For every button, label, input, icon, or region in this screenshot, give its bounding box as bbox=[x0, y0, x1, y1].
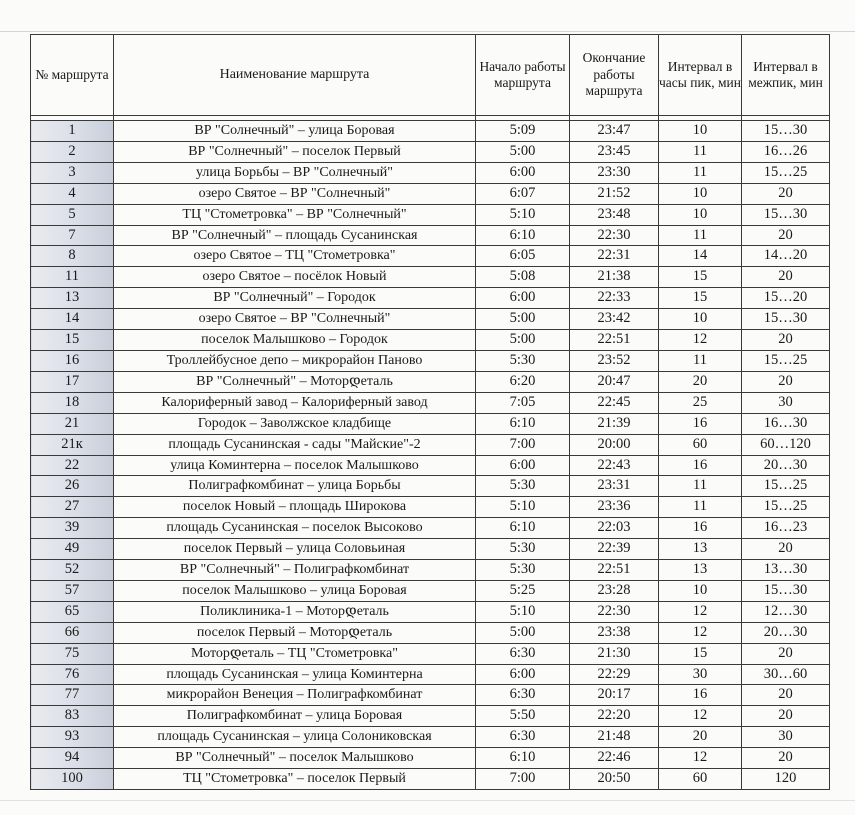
route-number-cell: 21к bbox=[31, 434, 114, 455]
route-name-cell: ВР "Солнечный" – улица Боровая bbox=[114, 121, 476, 142]
route-name-cell: поселок Новый – площадь Широкова bbox=[114, 497, 476, 518]
interval-peak-cell: 11 bbox=[659, 225, 742, 246]
table-row bbox=[31, 580, 830, 601]
table-row bbox=[31, 706, 830, 727]
table-row bbox=[31, 560, 830, 581]
end-time-cell: 22:33 bbox=[570, 288, 659, 309]
interval-offpeak-cell: 15…20 bbox=[742, 288, 830, 309]
route-name-cell: Моторდеталь – ТЦ "Стометровка" bbox=[114, 643, 476, 664]
route-number-cell: 1 bbox=[31, 121, 114, 142]
end-time-cell: 22:31 bbox=[570, 246, 659, 267]
route-number-cell: 75 bbox=[31, 643, 114, 664]
table-row bbox=[31, 392, 830, 413]
end-time-cell: 22:39 bbox=[570, 539, 659, 560]
interval-peak-cell: 60 bbox=[659, 434, 742, 455]
start-time-cell: 6:00 bbox=[476, 162, 570, 183]
route-number-cell: 11 bbox=[31, 267, 114, 288]
end-time-cell: 23:45 bbox=[570, 141, 659, 162]
end-time-cell: 22:20 bbox=[570, 706, 659, 727]
end-time-cell: 21:30 bbox=[570, 643, 659, 664]
interval-offpeak-cell: 20 bbox=[742, 643, 830, 664]
route-name-cell: озеро Святое – ТЦ "Стометровка" bbox=[114, 246, 476, 267]
start-time-cell: 6:30 bbox=[476, 643, 570, 664]
route-name-cell: улица Коминтерна – поселок Малышково bbox=[114, 455, 476, 476]
route-number-cell: 52 bbox=[31, 560, 114, 581]
table-row bbox=[31, 434, 830, 455]
start-time-cell: 5:00 bbox=[476, 141, 570, 162]
route-number-cell: 3 bbox=[31, 162, 114, 183]
interval-offpeak-cell: 30…60 bbox=[742, 664, 830, 685]
end-time-cell: 22:46 bbox=[570, 748, 659, 769]
interval-peak-cell: 12 bbox=[659, 601, 742, 622]
table-row bbox=[31, 497, 830, 518]
end-time-cell: 22:45 bbox=[570, 392, 659, 413]
route-name-cell: ТЦ "Стометровка" – ВР "Солнечный" bbox=[114, 204, 476, 225]
interval-peak-cell: 10 bbox=[659, 580, 742, 601]
route-number-cell: 5 bbox=[31, 204, 114, 225]
table-row bbox=[31, 601, 830, 622]
interval-offpeak-cell: 13…30 bbox=[742, 560, 830, 581]
interval-peak-cell: 10 bbox=[659, 183, 742, 204]
route-name-cell: площадь Сусанинская – улица Коминтерна bbox=[114, 664, 476, 685]
route-number-cell: 7 bbox=[31, 225, 114, 246]
route-name-cell: Полиграфкомбинат – улица Боровая bbox=[114, 706, 476, 727]
route-number-cell: 39 bbox=[31, 518, 114, 539]
table-row bbox=[31, 664, 830, 685]
table-row bbox=[31, 288, 830, 309]
route-name-cell: ВР "Солнечный" – площадь Сусанинская bbox=[114, 225, 476, 246]
interval-peak-cell: 11 bbox=[659, 350, 742, 371]
interval-peak-cell: 60 bbox=[659, 769, 742, 790]
route-number-cell: 94 bbox=[31, 748, 114, 769]
route-number-cell: 4 bbox=[31, 183, 114, 204]
interval-offpeak-cell: 20 bbox=[742, 330, 830, 351]
header-route-name: Наименование маршрута bbox=[114, 35, 476, 116]
end-time-cell: 22:30 bbox=[570, 601, 659, 622]
start-time-cell: 5:30 bbox=[476, 539, 570, 560]
route-number-cell: 14 bbox=[31, 309, 114, 330]
table-row bbox=[31, 267, 830, 288]
interval-peak-cell: 13 bbox=[659, 560, 742, 581]
route-name-cell: ВР "Солнечный" – поселок Первый bbox=[114, 141, 476, 162]
route-number-cell: 27 bbox=[31, 497, 114, 518]
table-row bbox=[31, 685, 830, 706]
interval-offpeak-cell: 20…30 bbox=[742, 455, 830, 476]
table-row bbox=[31, 622, 830, 643]
table-row bbox=[31, 246, 830, 267]
end-time-cell: 21:52 bbox=[570, 183, 659, 204]
table-row bbox=[31, 121, 830, 142]
interval-offpeak-cell: 20 bbox=[742, 539, 830, 560]
interval-offpeak-cell: 20 bbox=[742, 706, 830, 727]
table-row bbox=[31, 748, 830, 769]
start-time-cell: 6:30 bbox=[476, 727, 570, 748]
route-name-cell: Калориферный завод – Калориферный завод bbox=[114, 392, 476, 413]
interval-peak-cell: 12 bbox=[659, 622, 742, 643]
route-name-cell: ВР "Солнечный" – Моторდеталь bbox=[114, 371, 476, 392]
end-time-cell: 20:47 bbox=[570, 371, 659, 392]
table-row bbox=[31, 225, 830, 246]
interval-peak-cell: 12 bbox=[659, 330, 742, 351]
route-number-cell: 13 bbox=[31, 288, 114, 309]
route-name-cell: ТЦ "Стометровка" – поселок Первый bbox=[114, 769, 476, 790]
table-row bbox=[31, 204, 830, 225]
interval-offpeak-cell: 16…30 bbox=[742, 413, 830, 434]
route-number-cell: 76 bbox=[31, 664, 114, 685]
interval-peak-cell: 20 bbox=[659, 371, 742, 392]
route-number-cell: 93 bbox=[31, 727, 114, 748]
interval-offpeak-cell: 15…30 bbox=[742, 580, 830, 601]
interval-offpeak-cell: 15…30 bbox=[742, 121, 830, 142]
interval-peak-cell: 16 bbox=[659, 685, 742, 706]
route-name-cell: площадь Сусанинская - сады "Майские"-2 bbox=[114, 434, 476, 455]
header-route-number: № маршрута bbox=[31, 35, 114, 116]
route-number-cell: 16 bbox=[31, 350, 114, 371]
end-time-cell: 23:30 bbox=[570, 162, 659, 183]
end-time-cell: 20:00 bbox=[570, 434, 659, 455]
interval-peak-cell: 12 bbox=[659, 706, 742, 727]
route-name-cell: улица Борьбы – ВР "Солнечный" bbox=[114, 162, 476, 183]
start-time-cell: 7:00 bbox=[476, 769, 570, 790]
route-name-cell: поселок Первый – улица Соловьиная bbox=[114, 539, 476, 560]
interval-offpeak-cell: 20 bbox=[742, 371, 830, 392]
interval-peak-cell: 12 bbox=[659, 748, 742, 769]
end-time-cell: 23:42 bbox=[570, 309, 659, 330]
interval-offpeak-cell: 20…30 bbox=[742, 622, 830, 643]
start-time-cell: 5:08 bbox=[476, 267, 570, 288]
route-name-cell: озеро Святое – посёлок Новый bbox=[114, 267, 476, 288]
start-time-cell: 5:30 bbox=[476, 560, 570, 581]
table-row bbox=[31, 141, 830, 162]
interval-offpeak-cell: 120 bbox=[742, 769, 830, 790]
interval-offpeak-cell: 20 bbox=[742, 225, 830, 246]
start-time-cell: 6:00 bbox=[476, 288, 570, 309]
route-name-cell: озеро Святое – ВР "Солнечный" bbox=[114, 309, 476, 330]
end-time-cell: 22:43 bbox=[570, 455, 659, 476]
route-name-cell: ВР "Солнечный" – поселок Малышково bbox=[114, 748, 476, 769]
start-time-cell: 6:10 bbox=[476, 748, 570, 769]
start-time-cell: 5:00 bbox=[476, 309, 570, 330]
interval-peak-cell: 15 bbox=[659, 267, 742, 288]
end-time-cell: 23:48 bbox=[570, 204, 659, 225]
start-time-cell: 6:10 bbox=[476, 225, 570, 246]
interval-peak-cell: 16 bbox=[659, 413, 742, 434]
start-time-cell: 5:30 bbox=[476, 476, 570, 497]
route-number-cell: 17 bbox=[31, 371, 114, 392]
interval-offpeak-cell: 16…26 bbox=[742, 141, 830, 162]
table-row bbox=[31, 309, 830, 330]
interval-peak-cell: 11 bbox=[659, 476, 742, 497]
interval-peak-cell: 30 bbox=[659, 664, 742, 685]
header-interval-offpeak: Интервал в межпик, мин bbox=[742, 35, 830, 116]
start-time-cell: 5:10 bbox=[476, 497, 570, 518]
interval-offpeak-cell: 14…20 bbox=[742, 246, 830, 267]
end-time-cell: 22:03 bbox=[570, 518, 659, 539]
start-time-cell: 5:10 bbox=[476, 204, 570, 225]
interval-peak-cell: 10 bbox=[659, 204, 742, 225]
table-row bbox=[31, 330, 830, 351]
table-row bbox=[31, 769, 830, 790]
route-number-cell: 8 bbox=[31, 246, 114, 267]
start-time-cell: 5:25 bbox=[476, 580, 570, 601]
route-number-cell: 66 bbox=[31, 622, 114, 643]
table-row bbox=[31, 727, 830, 748]
end-time-cell: 23:36 bbox=[570, 497, 659, 518]
interval-peak-cell: 10 bbox=[659, 309, 742, 330]
routes-table bbox=[30, 34, 830, 790]
end-time-cell: 23:28 bbox=[570, 580, 659, 601]
interval-offpeak-cell: 15…25 bbox=[742, 350, 830, 371]
table-row bbox=[31, 539, 830, 560]
start-time-cell: 5:09 bbox=[476, 121, 570, 142]
table-row bbox=[31, 643, 830, 664]
route-name-cell: поселок Первый – Моторდеталь bbox=[114, 622, 476, 643]
interval-offpeak-cell: 30 bbox=[742, 727, 830, 748]
route-name-cell: Поликлиника-1 – Моторდеталь bbox=[114, 601, 476, 622]
interval-peak-cell: 10 bbox=[659, 121, 742, 142]
scan-border-bottom bbox=[0, 800, 855, 801]
end-time-cell: 21:48 bbox=[570, 727, 659, 748]
route-name-cell: микрорайон Венеция – Полиграфкомбинат bbox=[114, 685, 476, 706]
end-time-cell: 20:17 bbox=[570, 685, 659, 706]
interval-peak-cell: 11 bbox=[659, 162, 742, 183]
scan-border-top bbox=[0, 31, 855, 32]
route-number-cell: 22 bbox=[31, 455, 114, 476]
end-time-cell: 22:51 bbox=[570, 560, 659, 581]
table-row bbox=[31, 476, 830, 497]
start-time-cell: 5:10 bbox=[476, 601, 570, 622]
route-number-cell: 21 bbox=[31, 413, 114, 434]
end-time-cell: 23:52 bbox=[570, 350, 659, 371]
table-row bbox=[31, 162, 830, 183]
route-number-cell: 2 bbox=[31, 141, 114, 162]
interval-peak-cell: 13 bbox=[659, 539, 742, 560]
table-row bbox=[31, 183, 830, 204]
interval-offpeak-cell: 15…25 bbox=[742, 162, 830, 183]
start-time-cell: 5:50 bbox=[476, 706, 570, 727]
route-name-cell: площадь Сусанинская – поселок Высоково bbox=[114, 518, 476, 539]
interval-peak-cell: 16 bbox=[659, 455, 742, 476]
route-name-cell: ВР "Солнечный" – Полиграфкомбинат bbox=[114, 560, 476, 581]
start-time-cell: 5:30 bbox=[476, 350, 570, 371]
route-name-cell: поселок Малышково – улица Боровая bbox=[114, 580, 476, 601]
route-name-cell: Городок – Заволжское кладбище bbox=[114, 413, 476, 434]
interval-peak-cell: 11 bbox=[659, 497, 742, 518]
header-end-time: Окончание работы маршрута bbox=[570, 35, 659, 116]
end-time-cell: 22:30 bbox=[570, 225, 659, 246]
route-number-cell: 15 bbox=[31, 330, 114, 351]
end-time-cell: 22:29 bbox=[570, 664, 659, 685]
start-time-cell: 7:00 bbox=[476, 434, 570, 455]
start-time-cell: 6:10 bbox=[476, 413, 570, 434]
interval-offpeak-cell: 30 bbox=[742, 392, 830, 413]
table-row bbox=[31, 518, 830, 539]
route-number-cell: 83 bbox=[31, 706, 114, 727]
interval-peak-cell: 14 bbox=[659, 246, 742, 267]
route-name-cell: поселок Малышково – Городок bbox=[114, 330, 476, 351]
table-header bbox=[31, 35, 830, 116]
interval-offpeak-cell: 16…23 bbox=[742, 518, 830, 539]
end-time-cell: 21:39 bbox=[570, 413, 659, 434]
route-number-cell: 65 bbox=[31, 601, 114, 622]
end-time-cell: 22:51 bbox=[570, 330, 659, 351]
route-name-cell: площадь Сусанинская – улица Солониковская bbox=[114, 727, 476, 748]
interval-offpeak-cell: 20 bbox=[742, 685, 830, 706]
start-time-cell: 6:00 bbox=[476, 455, 570, 476]
start-time-cell: 6:30 bbox=[476, 685, 570, 706]
table-row bbox=[31, 455, 830, 476]
interval-peak-cell: 15 bbox=[659, 643, 742, 664]
table-row bbox=[31, 413, 830, 434]
end-time-cell: 20:50 bbox=[570, 769, 659, 790]
start-time-cell: 7:05 bbox=[476, 392, 570, 413]
route-number-cell: 26 bbox=[31, 476, 114, 497]
interval-peak-cell: 20 bbox=[659, 727, 742, 748]
interval-peak-cell: 16 bbox=[659, 518, 742, 539]
table-row bbox=[31, 371, 830, 392]
interval-offpeak-cell: 60…120 bbox=[742, 434, 830, 455]
end-time-cell: 23:47 bbox=[570, 121, 659, 142]
end-time-cell: 21:38 bbox=[570, 267, 659, 288]
route-name-cell: Полиграфкомбинат – улица Борьбы bbox=[114, 476, 476, 497]
route-name-cell: Троллейбусное депо – микрорайон Паново bbox=[114, 350, 476, 371]
interval-offpeak-cell: 15…25 bbox=[742, 476, 830, 497]
interval-offpeak-cell: 20 bbox=[742, 267, 830, 288]
route-number-cell: 100 bbox=[31, 769, 114, 790]
end-time-cell: 23:31 bbox=[570, 476, 659, 497]
route-number-cell: 49 bbox=[31, 539, 114, 560]
header-start-time: Начало работы маршрута bbox=[476, 35, 570, 116]
start-time-cell: 6:07 bbox=[476, 183, 570, 204]
interval-peak-cell: 25 bbox=[659, 392, 742, 413]
route-name-cell: озеро Святое – ВР "Солнечный" bbox=[114, 183, 476, 204]
start-time-cell: 5:00 bbox=[476, 330, 570, 351]
interval-offpeak-cell: 15…30 bbox=[742, 309, 830, 330]
route-number-cell: 57 bbox=[31, 580, 114, 601]
interval-offpeak-cell: 15…25 bbox=[742, 497, 830, 518]
route-name-cell: ВР "Солнечный" – Городок bbox=[114, 288, 476, 309]
route-number-cell: 18 bbox=[31, 392, 114, 413]
start-time-cell: 6:10 bbox=[476, 518, 570, 539]
interval-offpeak-cell: 15…30 bbox=[742, 204, 830, 225]
start-time-cell: 5:00 bbox=[476, 622, 570, 643]
start-time-cell: 6:20 bbox=[476, 371, 570, 392]
start-time-cell: 6:05 bbox=[476, 246, 570, 267]
table-row bbox=[31, 350, 830, 371]
route-number-cell: 77 bbox=[31, 685, 114, 706]
end-time-cell: 23:38 bbox=[570, 622, 659, 643]
interval-peak-cell: 11 bbox=[659, 141, 742, 162]
interval-offpeak-cell: 20 bbox=[742, 183, 830, 204]
interval-offpeak-cell: 12…30 bbox=[742, 601, 830, 622]
interval-offpeak-cell: 20 bbox=[742, 748, 830, 769]
table-body bbox=[31, 116, 830, 790]
header-interval-peak: Интервал в часы пик, мин bbox=[659, 35, 742, 116]
interval-peak-cell: 15 bbox=[659, 288, 742, 309]
start-time-cell: 6:00 bbox=[476, 664, 570, 685]
